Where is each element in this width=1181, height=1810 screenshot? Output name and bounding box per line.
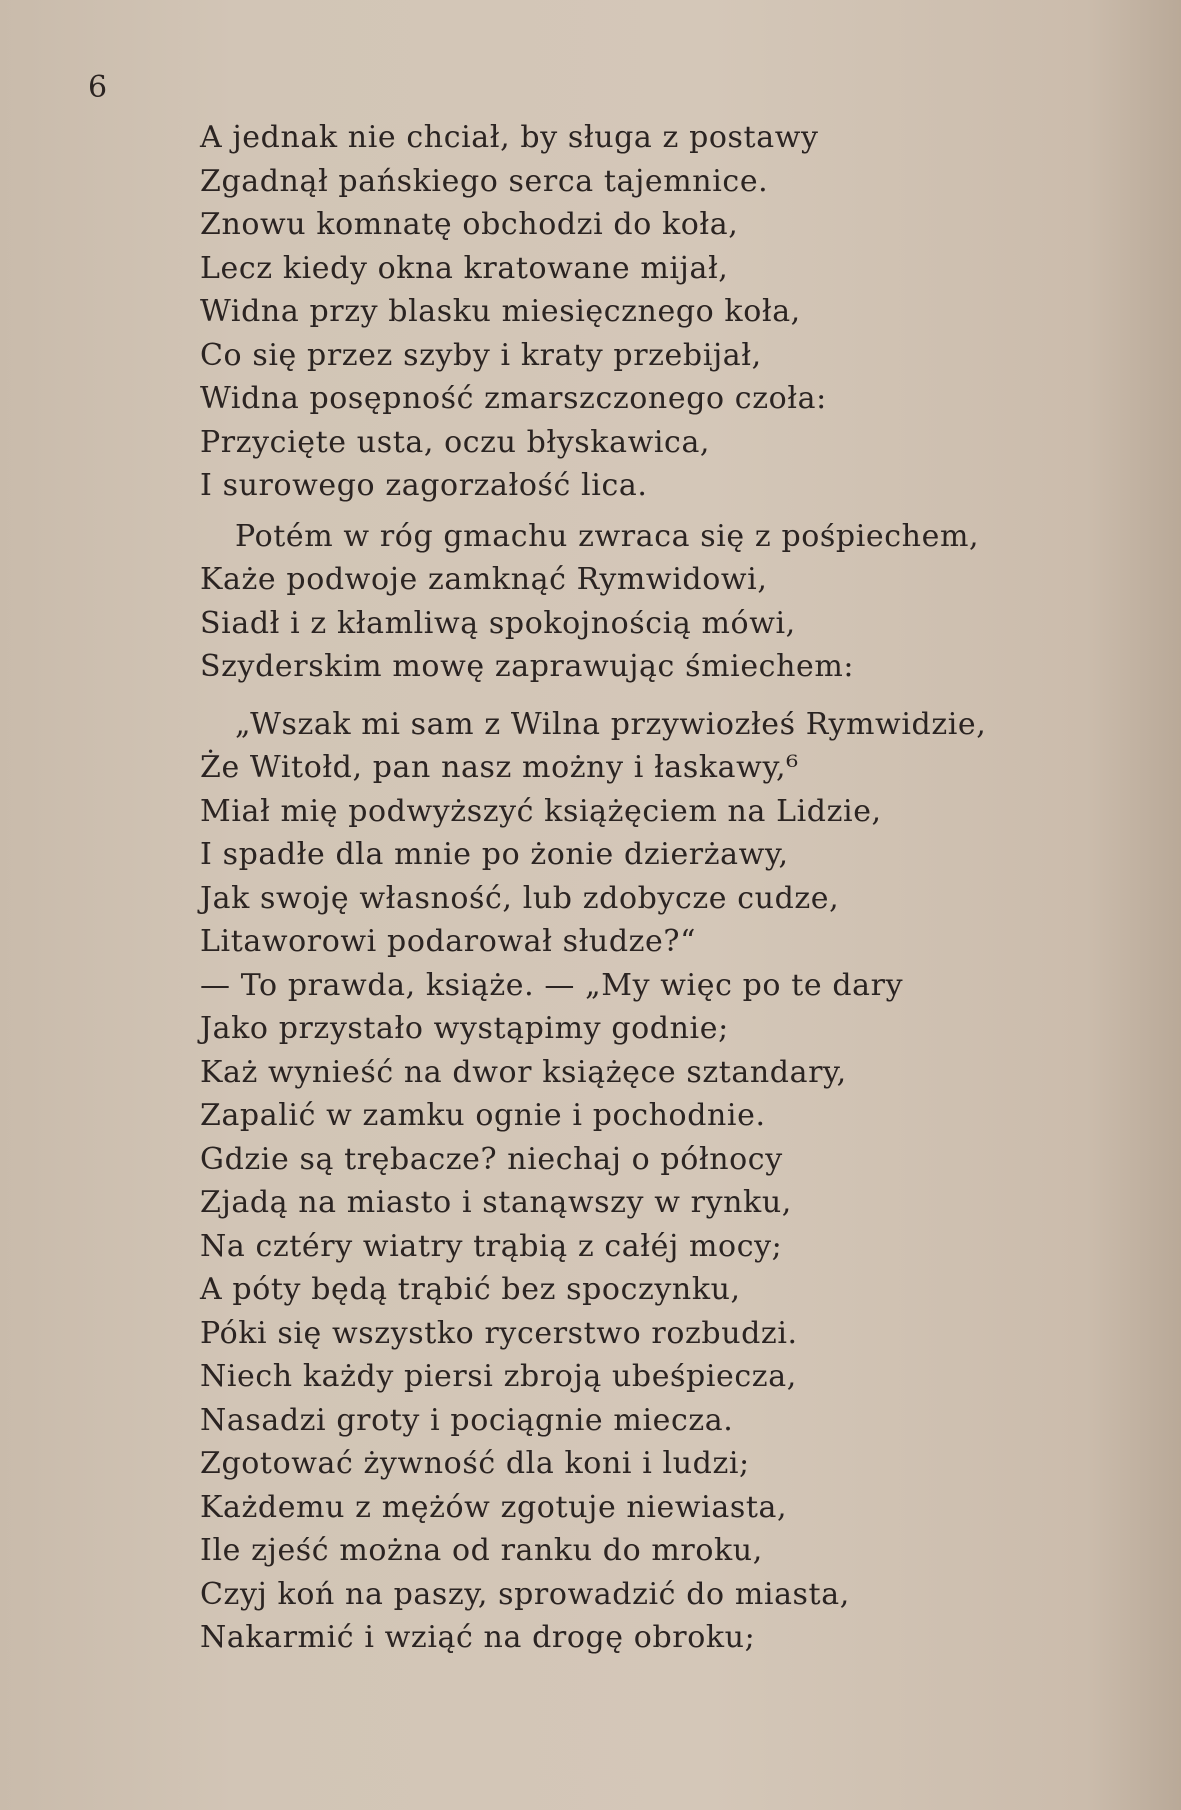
verse-line: Ile zjeść można od ranku do mroku, xyxy=(200,1533,763,1568)
verse-line: Potém w róg gmachu zwraca się z pośpiechem, xyxy=(235,518,980,554)
verse-line: Na cztéry wiatry trąbią z całéj mocy; xyxy=(200,1228,783,1264)
verse-line: „Wszak mi sam z Wilna przywiozłeś Rymwidzie, xyxy=(235,706,987,742)
verse-line: Póki się wszystko rycerstwo rozbudzi. xyxy=(200,1315,798,1351)
poem-text xyxy=(200,116,1100,1660)
verse-line: Nasadzi groty i pociągnie miecza. xyxy=(200,1402,734,1438)
verse-line: Gdzie są trębacze? niechaj o północy xyxy=(200,1141,783,1177)
verse-line: Jak swoję własność, lub zdobycze cudze, xyxy=(200,880,840,916)
verse-line: A póty będą trąbić bez spoczynku, xyxy=(200,1272,741,1307)
verse-line: Lecz kiedy okna kratowane mijał, xyxy=(200,250,729,286)
verse-line: Każdemu z mężów zgotuje niewiasta, xyxy=(200,1489,788,1525)
page-number: 6 xyxy=(88,70,108,105)
verse-line: Siadł i z kłamliwą spokojnością mówi, xyxy=(200,605,796,641)
verse-line: A jednak nie chciał, by sługa z postawy xyxy=(200,120,819,155)
verse-line: Miał mię podwyższyć książęciem na Lidzie, xyxy=(200,793,882,829)
verse-line: Zgadnął pańskiego serca tajemnice. xyxy=(200,163,769,199)
verse-line: Przycięte usta, oczu błyskawica, xyxy=(200,424,711,460)
verse-line: Czyj koń na paszy, sprowadzić do miasta, xyxy=(200,1576,850,1612)
verse-line: Co się przez szyby i kraty przebijał, xyxy=(200,337,762,373)
verse-line: Nakarmić i wziąć na drogę obroku; xyxy=(200,1620,756,1655)
verse-line: Widna przy blasku miesięcznego koła, xyxy=(200,294,801,329)
verse-line: Zgotować żywność dla koni i ludzi; xyxy=(200,1446,750,1481)
verse-line: Szyderskim mowę zaprawując śmiechem: xyxy=(200,649,855,684)
verse-line: I surowego zagorzałość lica. xyxy=(200,468,648,503)
stanza-1 xyxy=(200,116,1100,508)
stanza-2 xyxy=(200,515,1100,689)
verse-line: Niech każdy piersi zbroją ubeśpiecza, xyxy=(200,1359,797,1394)
stanza-3 xyxy=(200,703,1100,1660)
verse-line: Że Witołd, pan nasz możny i łaskawy,⁶ xyxy=(200,750,799,785)
verse-line: Każ wynieść na dwor książęce sztandary, xyxy=(200,1054,847,1090)
verse-line: — To prawda, książe. — „My więc po te dary xyxy=(200,967,904,1003)
verse-line: Zapalić w zamku ognie i pochodnie. xyxy=(200,1098,766,1133)
verse-line: Widna posępność zmarszczonego czoła: xyxy=(200,381,827,416)
verse-line: I spadłe dla mnie po żonie dzierżawy, xyxy=(200,837,789,872)
verse-line: Litaworowi podarował słudze?“ xyxy=(200,924,697,959)
verse-line: Zjadą na miasto i stanąwszy w rynku, xyxy=(200,1185,792,1220)
verse-line: Jako przystało wystąpimy godnie; xyxy=(200,1011,729,1046)
verse-line: Znowu komnatę obchodzi do koła, xyxy=(200,207,739,242)
verse-line: Każe podwoje zamknąć Rymwidowi, xyxy=(200,562,768,597)
